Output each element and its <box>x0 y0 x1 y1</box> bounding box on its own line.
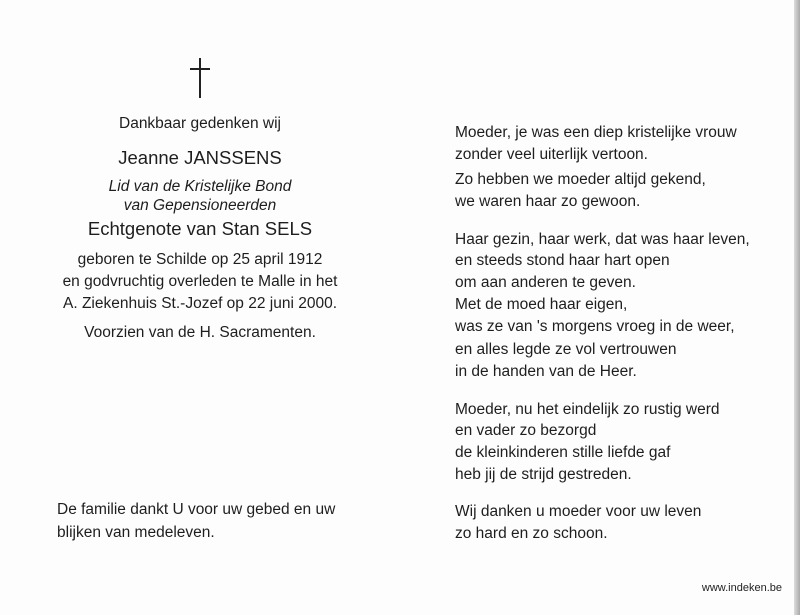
membership-line: van Gepensioneerden <box>123 197 277 214</box>
poem-line: heb jij de strijd gestreden. <box>455 466 632 483</box>
poem-line: zonder veel uiterlijk vertoon. <box>455 146 648 163</box>
watermark: www.indeken.be <box>701 582 782 594</box>
poem-line: zo hard en zo schoon. <box>455 525 608 542</box>
poem-line: we waren haar zo gewoon. <box>455 193 641 210</box>
deceased-name: Jeanne JANSSENS <box>118 147 282 168</box>
poem-line: om aan anderen te geven. <box>455 274 636 291</box>
poem-line: Moeder, je was een diep kristelijke vrouw <box>455 124 737 141</box>
thanks-line: De familie dankt U voor uw gebed en uw <box>57 501 336 518</box>
scan-edge <box>794 0 800 615</box>
poem-line: en vader zo bezorgd <box>455 422 597 439</box>
detail-line: A. Ziekenhuis St.-Jozef op 22 juni 2000. <box>63 295 337 312</box>
cross-icon <box>199 58 201 98</box>
poem-line: de kleinkinderen stille liefde gaf <box>455 444 671 461</box>
poem-line: Zo hebben we moeder altijd gekend, <box>455 171 706 188</box>
membership-line: Lid van de Kristelijke Bond <box>108 178 292 195</box>
poem-line: was ze van 's morgens vroeg in de weer, <box>455 318 735 335</box>
detail-line: geboren te Schilde op 25 april 1912 <box>77 251 323 268</box>
poem-line: Met de moed haar eigen, <box>455 296 628 313</box>
poem-line: Haar gezin, haar werk, dat was haar leven, <box>455 231 750 248</box>
thanks-line: blijken van medeleven. <box>57 524 215 541</box>
poem-line: en alles legde ze vol vertrouwen <box>455 341 677 358</box>
poem-line: Wij danken u moeder voor uw leven <box>455 503 702 520</box>
spouse-line: Echtgenote van Stan SELS <box>87 218 313 239</box>
intro-text: Dankbaar gedenken wij <box>119 115 281 132</box>
poem-line: in de handen van de Heer. <box>455 363 637 380</box>
poem-line: Moeder, nu het eindelijk zo rustig werd <box>455 401 720 418</box>
sacraments-line: Voorzien van de H. Sacramenten. <box>84 324 316 341</box>
poem-line: en steeds stond haar hart open <box>455 252 670 269</box>
detail-line: en godvruchtig overleden te Malle in het <box>62 273 338 290</box>
